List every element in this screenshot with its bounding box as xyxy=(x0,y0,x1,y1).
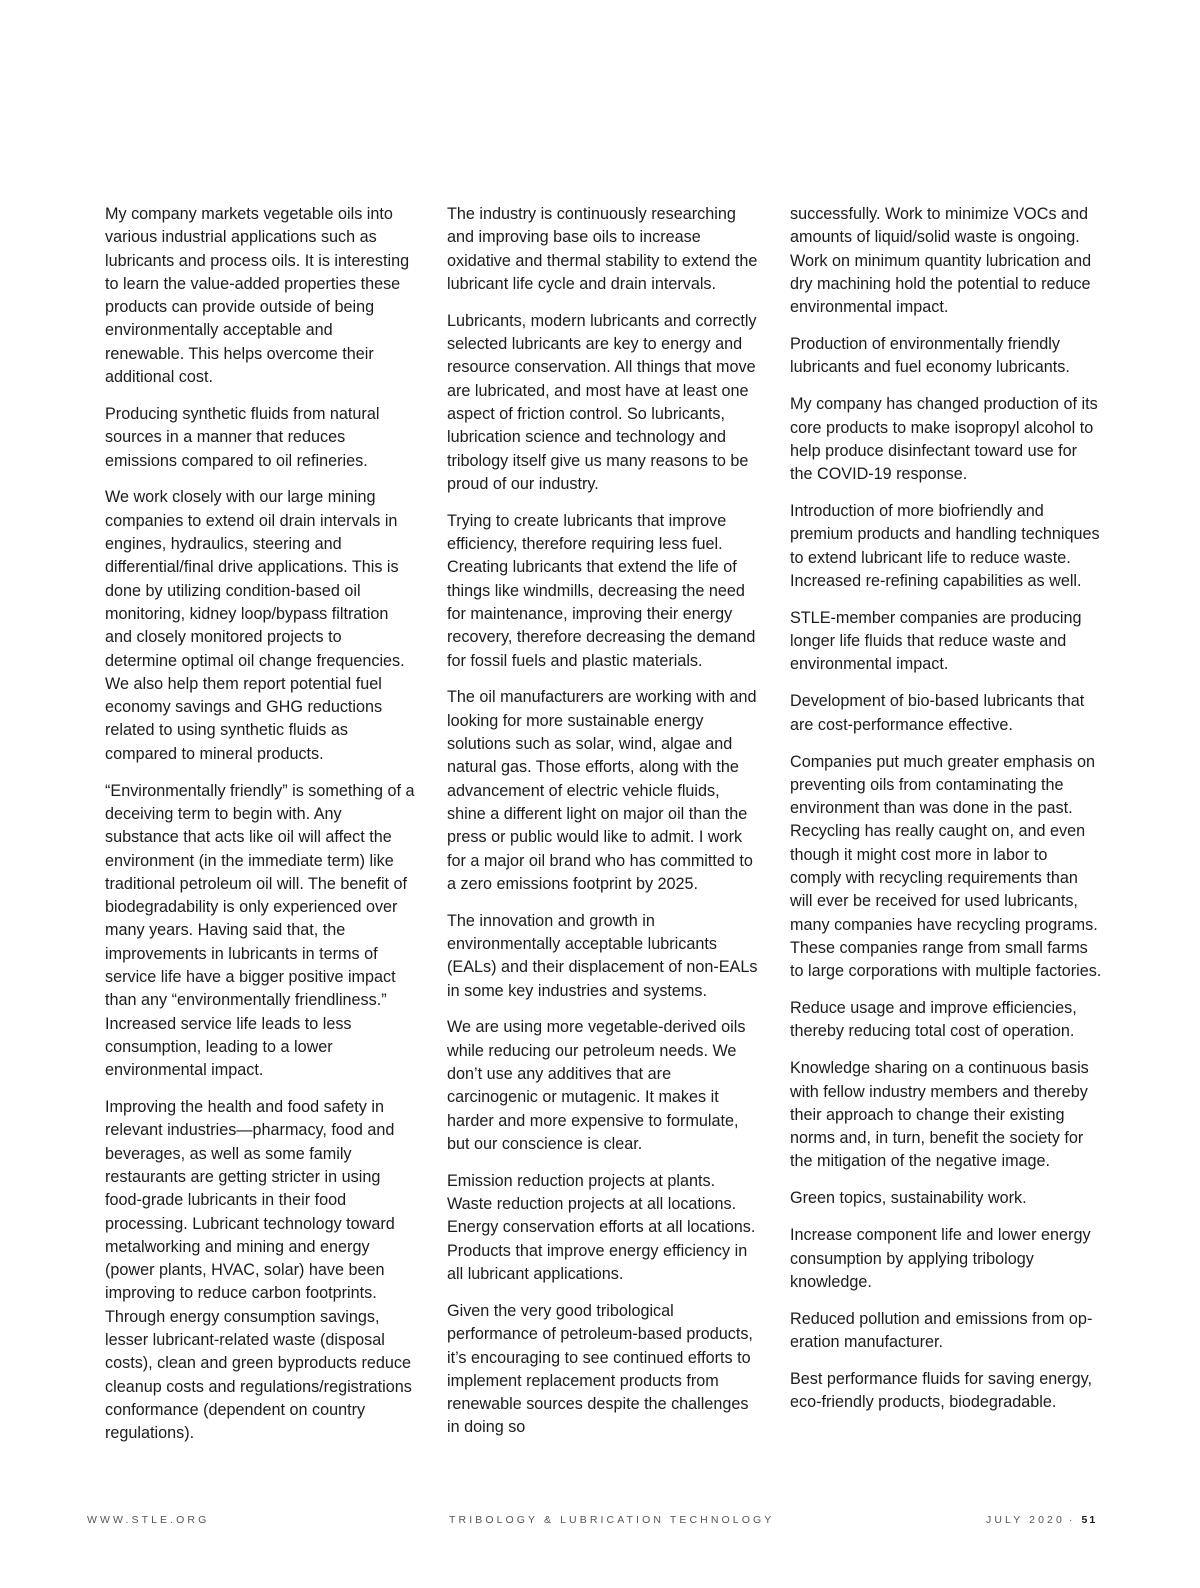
paragraph: Reduce usage and improve efficiencies, thereby reducing total cost of operation. xyxy=(790,999,1077,1041)
text-column-1 xyxy=(105,203,415,1459)
paragraph: We are using more vegetable-derived oils while reducing our petroleum needs. We don’t use any additives that are carcinogenic or mutagenic. It makes it harder and more expensive to formulate, but our conscience is clear. xyxy=(447,1018,746,1153)
footer-website[interactable]: WWW.STLE.ORG xyxy=(87,1514,210,1526)
paragraph: My company markets vegetable oils into various industrial applications such as lubricants and process oils. It is interesting to learn the value-added properties these products can provide outside of being environmentally acceptable and renewable. This helps overcome their additional cost. xyxy=(105,205,410,387)
paragraph: Trying to create lubricants that improve efficiency, therefore requiring less fuel. Creating lubricants that extend the life of things like windmills, decreasing the need for maintenance, improving their energy recovery, therefore decreasing the demand for fossil fuels and plastic materials. xyxy=(447,511,756,670)
page-number: 51 xyxy=(1081,1514,1098,1526)
paragraph: Producing synthetic fluids from natural sources in a manner that reduces emissions compared to oil refineries. xyxy=(105,404,380,470)
paragraph: The oil manufacturers are working with and looking for more sustainable energy solutions such as solar, wind, algae and natural gas. Those efforts, along with the advancement of electric vehicle fluids, shine a different light on major oil than the press or public would like to admit. I work for a major oil brand who has committed to a zero emissions footprint by 2025. xyxy=(447,688,757,893)
footer-separator: · xyxy=(1068,1514,1076,1526)
footer-publication-name: TRIBOLOGY & LUBRICATION TECHNOLOGY xyxy=(449,1514,775,1526)
paragraph: The industry is continuously researching and improving base oils to increase oxidative and thermal stability to extend the lubricant life cycle and drain intervals. xyxy=(447,205,758,293)
paragraph: Companies put much greater emphasis on preventing oils from contaminating the environment than was done in the past. Recycling has really caught on, and even though it might cost more in labor to comply with recycling requirements than will ever be received for used lubricants, many companies have recycling programs. These companies range from small farms to large corporations with multiple factories. xyxy=(790,752,1102,981)
paragraph: Introduction of more biofriendly and premium products and handling techniques to extend lubricant life to reduce waste. Increased re-refining capabilities as well. xyxy=(790,502,1100,590)
paragraph: Improving the health and food safety in relevant industries—pharmacy, food and beverages, as well as some family restaurants are getting stricter in using food-grade lubricants in their food processing. Lubricant technology toward metalworking and mining and energy (power plants, HVAC, solar) have been improving to reduce carbon footprints. Through energy consumption savings, lesser lubricant-related waste (disposal costs), clean and green byproducts reduce cleanup costs and regulations/registrations conformance (dependent on country regulations). xyxy=(105,1098,412,1443)
paragraph: Knowledge sharing on a continuous basis with fellow industry members and thereby their approach to change their existing norms and, in turn, benefit the society for the mitigation of the negative image. xyxy=(790,1059,1089,1171)
paragraph: Best performance fluids for saving energy, eco-friendly products, biodegradable. xyxy=(790,1369,1093,1412)
paragraph: Green topics, sustainability work. xyxy=(790,1189,1027,1208)
paragraph: Production of environmentally friendly lubricants and fuel economy lubricants. xyxy=(790,335,1070,377)
paragraph: Reduced pollution and emissions from op-eration manufacturer. xyxy=(790,1309,1093,1351)
paragraph: My company has changed production of its core products to make isopropyl alcohol to help produce disinfectant toward use for the COVID-19 response. xyxy=(790,395,1098,484)
paragraph: “Environmentally friendly” is something of a deceiving term to begin with. Any substance that acts like oil will affect the environment (in the immediate term) like traditional petroleum oil will. The benefit of biodegradability is only experienced over many years. Having said that, the improvements in lubricants in terms of service life have a bigger positive impact than any “environmentally friendliness.” Increased service life leads to less consumption, leading to a lower environmental impact. xyxy=(105,781,415,1080)
paragraph: The innovation and growth in environmentally acceptable lubricants (EALs) and their displacement of non-EALs in some key industries and systems. xyxy=(447,911,758,1000)
text-column-3 xyxy=(790,203,1102,1428)
paragraph: Lubricants, modern lubricants and correctly selected lubricants are key to energy and resource conservation. All things that move are lubricated, and most have at least one aspect of friction control. So lubricants, lubrication science and technology and tribology itself give us many reasons to be proud of our industry. xyxy=(447,311,757,493)
footer-date-page xyxy=(986,1514,1097,1526)
paragraph: STLE-member companies are producing longer life fluids that reduce waste and environmental impact. xyxy=(790,608,1082,674)
text-column-2 xyxy=(447,203,759,1453)
paragraph: Increase component life and lower energy consumption by applying tribology knowledge. xyxy=(790,1226,1091,1291)
paragraph: Development of bio-based lubricants that are cost-performance effective. xyxy=(790,692,1085,734)
footer-date: JULY 2020 xyxy=(986,1514,1065,1526)
paragraph: successfully. Work to minimize VOCs and amounts of liquid/solid waste is ongoing. Work on minimum quantity lubrication and dry machining hold the potential to reduce environmental impact. xyxy=(790,205,1092,317)
paragraph: Given the very good tribological performance of petroleum-based products, it’s encouraging to see continued efforts to implement replacement products from renewable sources despite the challenges in doing so xyxy=(447,1301,753,1437)
paragraph: We work closely with our large mining companies to extend oil drain intervals in engines, hydraulics, steering and differential/final drive applications. This is done by utilizing condition-based oil monitoring, kidney loop/bypass filtration and closely monitored projects to determine optimal oil change frequencies. We also help them report potential fuel economy savings and GHG reductions related to using synthetic fluids as compared to mineral products. xyxy=(105,488,405,763)
paragraph: Emission reduction projects at plants. Waste reduction projects at all locations. Energy conservation efforts at all locations. Products that improve energy efficiency in all lubricant applications. xyxy=(447,1171,756,1284)
